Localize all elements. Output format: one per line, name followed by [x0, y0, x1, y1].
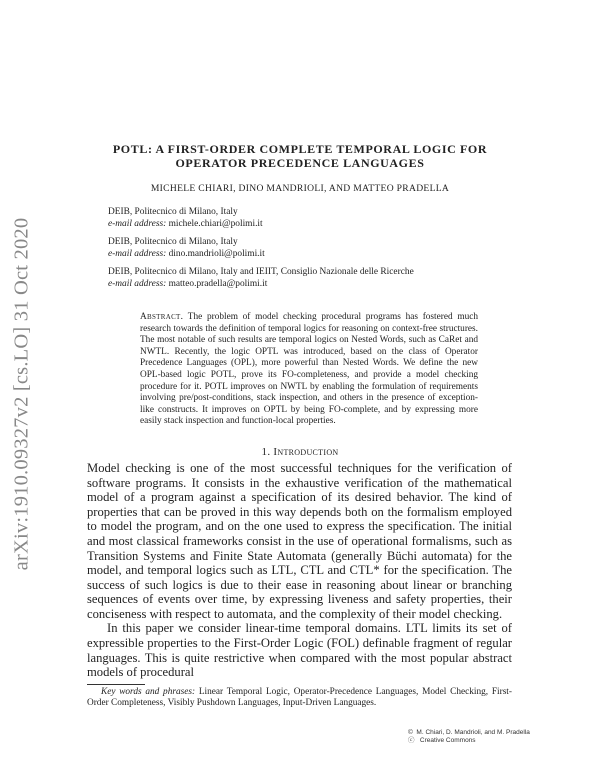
email-label: e-mail address:: [108, 279, 167, 289]
paragraph: In this paper we consider linear-time temporal domains. LTL limits its set of expressible properties to the First-Order Logic (FOL) definable fragment of regular languages. This is quite restrictive when compared with the most popular abstract models of procedural: [87, 621, 512, 680]
abstract: [140, 312, 478, 428]
institution: DEIB, Politecnico di Milano, Italy: [108, 237, 238, 247]
paragraph: Model checking is one of the most successful techniques for the verification of software programs. It consists in the exhaustive verification of the mathematical model of a program against a specification of its desired behavior. The kind of properties that can be proved in this way depends both on the formalism employed to model the program, and on the one used to express the specification. The initial and most classical frameworks consist in the use of operational formalisms, such as Transition Systems and Finite State Automata (generally Büchi automata) for the model, and temporal logics such as LTL, CTL and CTL* for the specification. The success of such logics is due to their ease in reasoning about linear or branching sequences of events over time, by expressing liveness and safety properties, their conciseness with respect to automata, and the complexity of their model checking.: [87, 460, 512, 621]
arxiv-identifier: arXiv:1910.09327v2 [cs.LO] 31 Oct 2020: [10, 217, 33, 571]
keywords-footnote: [87, 687, 512, 710]
email-label: e-mail address:: [108, 219, 167, 229]
email-label: e-mail address:: [108, 249, 167, 259]
affiliation: [108, 236, 548, 260]
copyright-notice: [408, 729, 600, 745]
keywords-label: Key words and phrases:: [101, 686, 196, 697]
keywords-text: Linear Temporal Logic, Operator-Precedence Languages, Model Checking, First-Order Completeness, Visibly Pushdown Languages, Input-Driven Languages.: [87, 686, 512, 709]
creative-commons-icon: ⓒ: [408, 736, 415, 744]
paper-title: [0, 143, 600, 170]
institution: DEIB, Politecnico di Milano, Italy and IEIIT, Consiglio Nazionale delle Ricerche: [108, 267, 414, 277]
email[interactable]: michele.chiari@polimi.it: [168, 219, 263, 229]
footnote-rule: [87, 684, 145, 685]
institution: DEIB, Politecnico di Milano, Italy: [108, 207, 238, 217]
email[interactable]: matteo.pradella@polimi.it: [168, 279, 268, 289]
copyright-holders: M. Chiari, D. Mandrioli, and M. Pradella: [416, 728, 530, 736]
body-text: [87, 461, 512, 680]
title-line: POTL: A FIRST-ORDER COMPLETE TEMPORAL LOGIC FOR: [112, 142, 488, 156]
affiliation: [108, 206, 548, 230]
affiliation: [108, 266, 548, 290]
abstract-text: The problem of model checking procedural programs has fostered much research towards the definition of temporal logics for reasoning on context-free structures. The most notable of such results are temporal logics on Nested Words, such as CaRet and NWTL. Recently, the logic OPTL was introduced, based on the class of Operator Precedence Languages (OPL), more powerful than Nested Words. We define the new OPL-based logic POTL, prove its FO-completeness, and provide a model checking procedure for it. POTL improves on NWTL by enabling the formulation of requirements involving pre/post-conditions, stack inspection, and others in the presence of exception-like constructs. It improves on OPTL by being FO-complete, and by expressing more easily stack inspection and function-local properties.: [140, 312, 478, 427]
copyright-icon: ©: [408, 728, 413, 736]
email[interactable]: dino.mandrioli@polimi.it: [168, 249, 265, 259]
abstract-label: Abstract.: [140, 312, 184, 322]
title-line: OPERATOR PRECEDENCE LANGUAGES: [175, 155, 425, 170]
section-heading: 1. Introduction: [261, 445, 339, 458]
authors: MICHELE CHIARI, DINO MANDRIOLI, AND MATTEO PRADELLA: [150, 183, 450, 194]
license: Creative Commons: [419, 736, 476, 744]
